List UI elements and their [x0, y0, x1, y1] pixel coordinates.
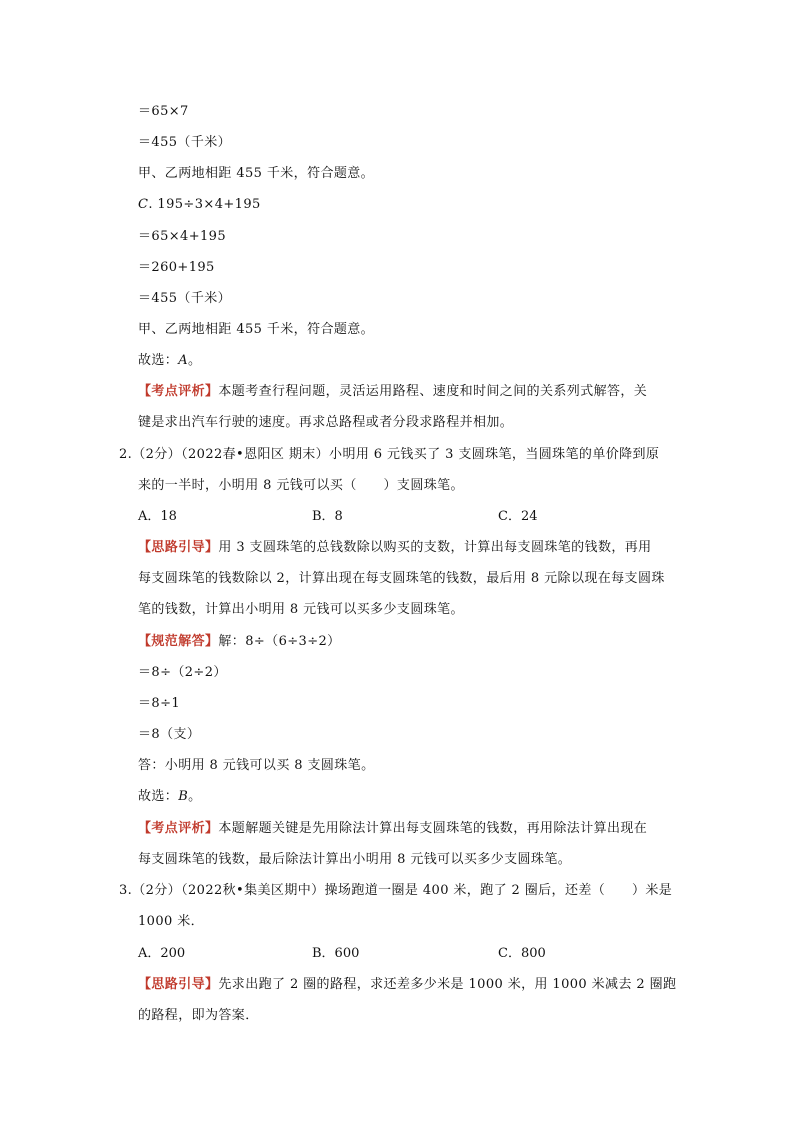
calc-line: ＝8÷1 [138, 696, 181, 711]
analysis-text: 本题解题关键是先用除法计算出每支圆珠笔的钱数，再用除法计算出现在 [218, 821, 648, 836]
analysis-line: 每支圆珠笔的钱数，最后除法计算出小明用 8 元钱可以买多少支圆珠笔。 [138, 852, 572, 867]
hint-line: 笔的钱数，计算出小明用 8 元钱可以买多少支圆珠笔。 [138, 602, 464, 617]
answer-suffix: 。 [188, 353, 202, 368]
section-tag: 【考点评析】 [138, 821, 219, 836]
solution-line [138, 634, 341, 650]
hint-line [138, 977, 676, 993]
option-b: B．600 [312, 946, 360, 961]
option-a: A．18 [138, 509, 177, 524]
analysis-line [138, 384, 647, 400]
answer-suffix: 。 [188, 789, 202, 804]
option-label: C [138, 197, 149, 212]
conclusion-line: 甲、乙两地相距 455 千米，符合题意。 [138, 166, 375, 181]
question-3-stem: 1000 米． [138, 914, 205, 929]
option-a: A．200 [138, 946, 186, 961]
conclusion-line: 甲、乙两地相距 455 千米，符合题意。 [138, 322, 375, 337]
section-tag: 【规范解答】 [138, 634, 219, 649]
analysis-line: 键是求出汽车行驶的速度。再求总路程或者分段求路程并相加。 [138, 415, 514, 430]
answer-letter: B [178, 789, 189, 804]
analysis-text: 本题考查行程问题，灵活运用路程、速度和时间之间的关系列式解答，关 [218, 384, 648, 399]
answer-prefix: 故选： [138, 353, 179, 368]
hint-line: 的路程，即为答案． [138, 1008, 259, 1023]
hint-line: 每支圆珠笔的钱数除以 2，计算出现在每支圆珠笔的钱数，最后用 8 元除以现在每支圆珠 [138, 571, 665, 586]
option-c: C．800 [498, 946, 546, 961]
question-2-stem: 来的一半时，小明用 8 元钱可以买（ ）支圆珠笔。 [138, 478, 464, 493]
answer-line [138, 353, 201, 369]
hint-text: 先求出跑了 2 圈的路程，求还差多少米是 1000 米，用 1000 米减去 2 圈跑 [218, 977, 677, 992]
calc-line: ＝8（支） [138, 727, 201, 742]
calc-line: ＝65×4+195 [138, 229, 227, 244]
question-3-stem: 3.（2分）（2022秋•集美区期中）操场跑道一圈是 400 米，跑了 2 圈后，还差（ ）米是 [119, 883, 673, 898]
question-2-stem: 2.（2分）（2022春•恩阳区 期末）小明用 6 元钱买了 3 支圆珠笔，当圆珠笔的单价降到原 [119, 447, 660, 462]
solution-text: 解：8÷（6÷3÷2） [218, 634, 341, 649]
answer-line [138, 789, 202, 805]
calc-line: ＝65×7 [138, 104, 189, 119]
calc-line: ＝8÷（2÷2） [138, 665, 227, 680]
option-b: B．8 [312, 509, 343, 524]
section-tag: 【考点评析】 [138, 384, 219, 399]
section-tag: 【思路引导】 [138, 540, 219, 555]
calc-line: ＝260+195 [138, 260, 215, 275]
analysis-line [138, 821, 647, 837]
answer-statement: 答：小明用 8 元钱可以买 8 支圆珠笔。 [138, 758, 375, 773]
answer-letter: A [178, 353, 188, 368]
calc-line: ＝455（千米） [138, 291, 232, 306]
option-c: C．24 [498, 509, 538, 524]
answer-prefix: 故选： [138, 789, 179, 804]
option-c-check [138, 197, 261, 213]
section-tag: 【思路引导】 [138, 977, 219, 992]
calc-line: ＝455（千米） [138, 135, 232, 150]
hint-line [138, 540, 652, 556]
calc-text: . 195÷3×4+195 [148, 197, 261, 212]
hint-text: 用 3 支圆珠笔的总钱数除以购买的支数，计算出每支圆珠笔的钱数，再用 [218, 540, 652, 555]
